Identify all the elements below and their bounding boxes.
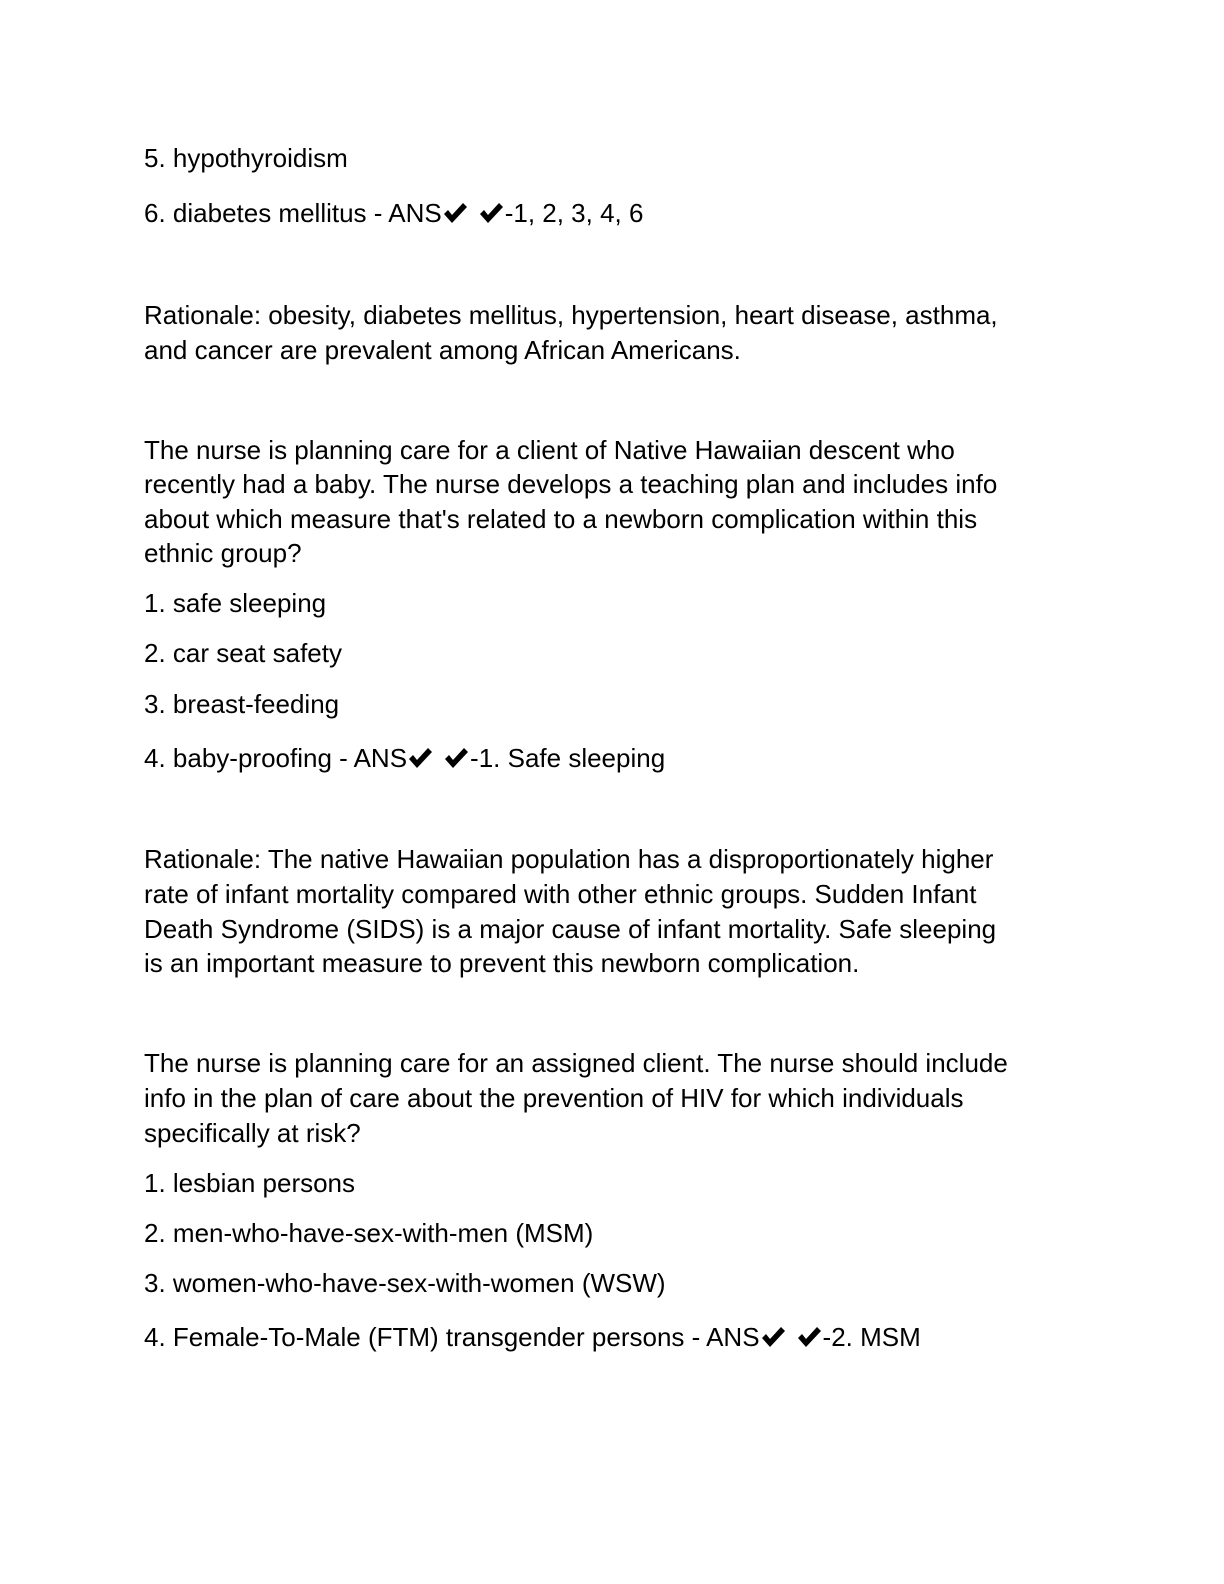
question-2-option-1: 1. safe sleeping [144,588,327,618]
question-3-option-1: 1. lesbian persons [144,1168,356,1198]
rationale-2-line-3: Death Syndrome (SIDS) is a major cause of infant mortality. Safe sleeping [144,914,997,944]
rationale-1-line-1: Rationale: obesity, diabetes mellitus, hypertension, heart disease, asthma, [144,300,998,330]
question-3-option-4-text: 4. Female-To-Male (FTM) transgender persons - ANS [144,1322,760,1352]
checkmark-icon [479,202,503,224]
question-3-option-4-with-answer [144,1320,921,1355]
rationale-2-line-1: Rationale: The native Hawaiian population has a disproportionately higher [144,844,994,874]
question-2-line-4: ethnic group? [144,538,302,568]
question-3-option-2: 2. men-who-have-sex-with-men (MSM) [144,1218,594,1248]
answer-checkmarks [443,202,503,224]
option-6-answer: -1, 2, 3, 4, 6 [504,198,644,228]
rationale-2-line-4: is an important measure to prevent this newborn complication. [144,948,860,978]
rationale-1-line-2: and cancer are prevalent among African Americans. [144,335,741,365]
question-2-answer: -1. Safe sleeping [470,743,666,773]
question-3-line-2: info in the plan of care about the prevention of HIV for which individuals [144,1083,964,1113]
question-2-option-4-text: 4. baby-proofing - ANS [144,743,408,773]
question-2-line-2: recently had a baby. The nurse develops a teaching plan and includes info [144,469,998,499]
checkmark-icon [408,747,432,769]
question-2-option-2: 2. car seat safety [144,638,342,668]
answer-checkmarks [761,1326,821,1348]
checkmark-icon [797,1326,821,1348]
question-3-line-1: The nurse is planning care for an assigned client. The nurse should include [144,1048,1008,1078]
checkmark-icon [761,1326,785,1348]
answer-checkmarks [408,747,468,769]
option-6-with-answer [144,196,643,231]
question-2-line-3: about which measure that's related to a newborn complication within this [144,504,978,534]
option-5-hypothyroidism: 5. hypothyroidism [144,143,348,173]
question-3-answer: -2. MSM [822,1322,921,1352]
option-6-text: 6. diabetes mellitus - ANS [144,198,442,228]
question-2-option-3: 3. breast-feeding [144,689,340,719]
question-3-option-3: 3. women-who-have-sex-with-women (WSW) [144,1268,666,1298]
checkmark-icon [444,747,468,769]
question-3-line-3: specifically at risk? [144,1118,361,1148]
question-2-option-4-with-answer [144,741,665,776]
rationale-2-line-2: rate of infant mortality compared with other ethnic groups. Sudden Infant [144,879,977,909]
question-2-line-1: The nurse is planning care for a client of Native Hawaiian descent who [144,435,955,465]
checkmark-icon [443,202,467,224]
